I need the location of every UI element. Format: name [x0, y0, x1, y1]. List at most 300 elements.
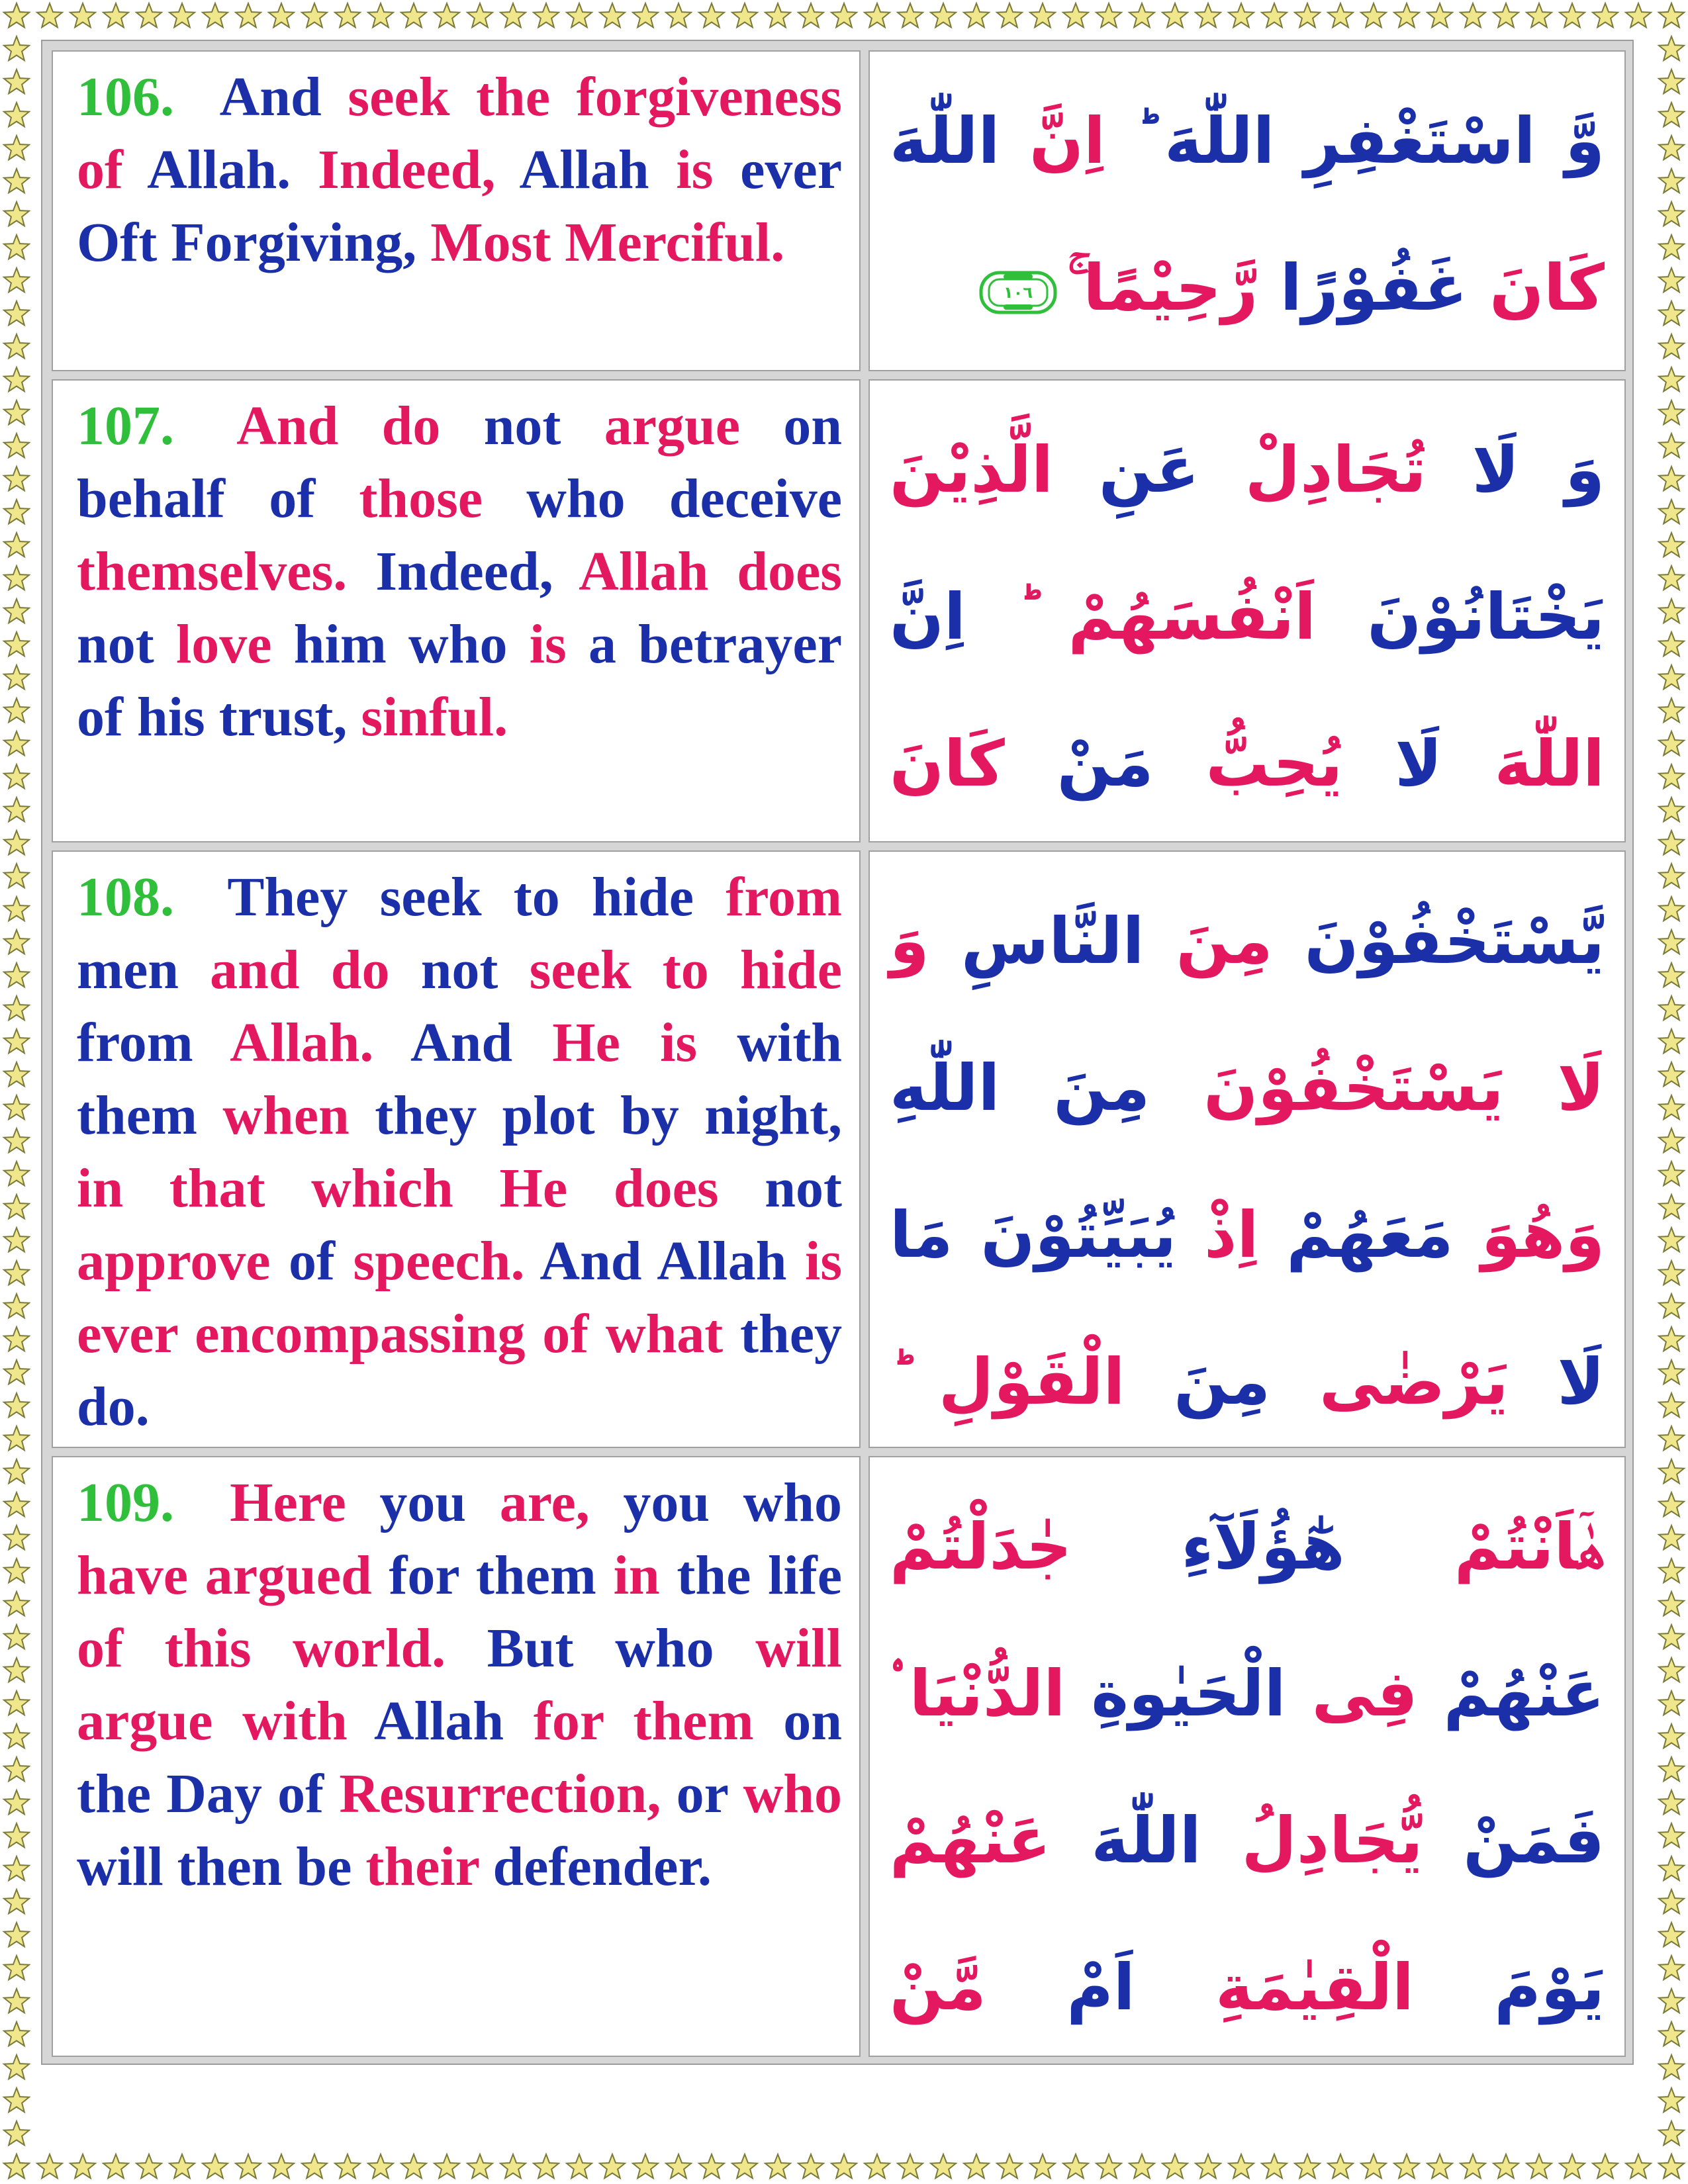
star-icon — [4, 1658, 29, 1682]
star-icon — [1659, 1989, 1684, 2013]
star-icon — [4, 235, 29, 259]
translation-text: are, — [499, 1472, 624, 1533]
arabic-text: اِنَّ — [890, 580, 966, 654]
arabic-text: هٰۤاَنْتُمْ — [1344, 1510, 1605, 1584]
verse-end-marker-icon — [978, 270, 1058, 315]
star-icon — [4, 334, 29, 358]
star-icon — [1659, 1559, 1684, 1582]
arabic-text: رَّحِيْمًا ۚ — [1067, 251, 1258, 325]
star-icon — [4, 1757, 29, 1781]
star-icon — [4, 1823, 29, 1847]
star-icon — [1659, 1525, 1684, 1549]
arabic-text: اللّٰهَ ؕ — [1105, 104, 1275, 178]
star-icon — [1659, 1294, 1684, 1318]
star-icon — [1460, 2154, 1485, 2178]
arabic-text: اِنَّ — [1000, 104, 1105, 178]
star-icon — [4, 1592, 29, 1615]
star-icon — [467, 3, 492, 27]
star-icon — [1162, 3, 1188, 27]
translation-text: will argue with — [77, 1617, 842, 1752]
star-icon — [1560, 3, 1585, 27]
translation-text: not — [420, 939, 530, 1001]
star-icon — [1493, 3, 1519, 27]
arabic-text: فِى — [1286, 1657, 1418, 1731]
translation-text: And — [410, 1012, 553, 1073]
arabic-text: كَانَ — [1467, 251, 1605, 325]
translation-text: or — [676, 1763, 743, 1825]
star-icon — [1659, 1360, 1684, 1384]
verse-arabic-cell — [868, 379, 1626, 842]
translation-text: defender. — [492, 1836, 712, 1897]
star-icon — [4, 897, 29, 921]
star-icon — [1493, 2154, 1519, 2178]
translation-text: in — [613, 1545, 677, 1606]
star-icon — [335, 2154, 360, 2178]
star-icon — [136, 3, 162, 27]
star-icon — [1659, 500, 1684, 523]
star-icon — [1659, 1724, 1684, 1748]
translation-text: for them — [533, 1690, 784, 1752]
arabic-text: يَسْتَخْفُوْنَ — [1150, 1051, 1504, 1125]
star-icon — [103, 3, 128, 27]
star-icon — [1659, 1228, 1684, 1251]
star-icon — [732, 2154, 757, 2178]
star-icon — [1659, 1393, 1684, 1417]
star-icon — [1229, 3, 1254, 27]
star-icon — [1262, 3, 1287, 27]
star-icon — [1096, 3, 1121, 27]
arabic-text: وَ لَا — [1426, 433, 1605, 507]
translation-text: But who — [487, 1617, 756, 1679]
star-icon — [4, 1856, 29, 1880]
arabic-text: يَرْضٰى — [1270, 1345, 1509, 1419]
star-icon — [1659, 963, 1684, 987]
translation-text: their — [365, 1836, 493, 1897]
arabic-text: مَنْ — [1004, 727, 1154, 801]
arabic-text: يُّجَادِلُ — [1201, 1803, 1423, 1878]
arabic-text: كَانَ — [890, 727, 1005, 801]
star-icon — [534, 2154, 559, 2178]
arabic-text: يَوْمَ — [1413, 1950, 1605, 2025]
arabic-text: فَمَنْ — [1423, 1803, 1605, 1878]
translation-text: is ever encompassing of what — [77, 1230, 843, 1365]
star-icon — [4, 2154, 29, 2178]
translation-text: on behalf of — [77, 395, 842, 529]
star-icon — [1196, 3, 1221, 27]
star-icon — [434, 2154, 459, 2178]
verse-number: 109. — [77, 1472, 174, 1533]
translation-text: not — [483, 395, 604, 457]
translation-text: seek to hide — [529, 939, 842, 1001]
translation-text: Allah does — [579, 541, 842, 602]
star-icon — [1659, 1691, 1684, 1715]
star-icon — [4, 1889, 29, 1913]
star-icon — [1659, 1625, 1684, 1649]
verse-table — [41, 40, 1634, 2065]
star-icon — [1659, 1757, 1684, 1781]
star-icon — [633, 2154, 658, 2178]
star-icon — [4, 1228, 29, 1251]
star-icon — [1659, 301, 1684, 325]
star-icon — [699, 2154, 724, 2178]
star-icon — [798, 3, 823, 27]
star-icon — [1460, 3, 1485, 27]
star-icon — [997, 2154, 1022, 2178]
star-icon — [633, 3, 658, 27]
star-icon — [4, 963, 29, 987]
star-icon — [335, 3, 360, 27]
translation-text: have argued — [77, 1545, 389, 1606]
arabic-text: اِذْ — [1176, 1198, 1259, 1272]
translation-text: Most Merciful. — [430, 212, 785, 273]
star-icon — [831, 3, 857, 27]
star-icon — [169, 3, 195, 27]
star-icon — [1659, 533, 1684, 557]
star-icon — [4, 433, 29, 457]
translation-text: and do — [210, 939, 421, 1001]
star-icon — [831, 2154, 857, 2178]
translation-text: is — [676, 139, 741, 201]
translation-text: of this world. — [77, 1617, 487, 1679]
star-icon — [1659, 1029, 1684, 1053]
star-icon — [4, 632, 29, 656]
star-border-top — [0, 0, 1688, 33]
star-icon — [4, 831, 29, 854]
star-icon — [4, 1161, 29, 1185]
star-icon — [4, 1691, 29, 1715]
translation-text: a betrayer of his trust, — [77, 614, 842, 748]
star-icon — [1593, 2154, 1618, 2178]
arabic-text: الدُّنْيَا ۟ — [890, 1657, 1066, 1731]
star-icon — [1526, 3, 1552, 27]
translation-text: Indeed, — [375, 541, 579, 602]
star-icon — [964, 2154, 989, 2178]
star-icon — [1196, 2154, 1221, 2178]
arabic-text: اَمْ — [986, 1950, 1135, 2025]
translation-text: those — [359, 468, 527, 529]
translation-text: And Allah — [539, 1230, 805, 1292]
star-icon — [1295, 2154, 1320, 2178]
verse-translation-cell — [52, 379, 861, 842]
arabic-text: الْحَيٰوةِ — [1065, 1657, 1286, 1731]
star-icon — [1659, 36, 1684, 60]
star-icon — [236, 2154, 261, 2178]
star-icon — [1659, 2121, 1684, 2145]
star-icon — [1229, 2154, 1254, 2178]
star-icon — [4, 1195, 29, 1218]
translation-text: speech. — [353, 1230, 540, 1292]
star-icon — [302, 2154, 327, 2178]
star-icon — [169, 2154, 195, 2178]
star-icon — [4, 2088, 29, 2112]
translation-text: And — [219, 66, 348, 128]
star-icon — [4, 599, 29, 623]
star-icon — [203, 3, 228, 27]
star-icon — [4, 3, 29, 27]
translation-text: Allah. — [147, 139, 318, 201]
arabic-text: يَّسْتَخْفُوْنَ — [1272, 904, 1605, 978]
arabic-text: وَّ اسْتَغْفِرِ — [1274, 104, 1605, 178]
star-icon — [1030, 2154, 1055, 2178]
star-icon — [931, 3, 956, 27]
star-icon — [1659, 831, 1684, 854]
arabic-text: تُجَادِلْ — [1199, 433, 1427, 507]
star-icon — [765, 3, 790, 27]
translation-text: not — [77, 614, 176, 675]
star-icon — [1626, 3, 1651, 27]
star-icon — [732, 3, 757, 27]
star-icon — [302, 3, 327, 27]
star-icon — [4, 69, 29, 93]
star-icon — [1659, 1161, 1684, 1185]
arabic-text: الَّذِيْنَ — [890, 433, 1053, 507]
star-icon — [103, 2154, 128, 2178]
translation-text: who deceive — [526, 468, 842, 529]
star-icon — [1659, 665, 1684, 689]
star-icon — [1063, 3, 1088, 27]
star-icon — [4, 1923, 29, 1946]
star-icon — [4, 1956, 29, 1979]
star-icon — [1626, 2154, 1651, 2178]
translation-text: Here — [230, 1472, 380, 1533]
arabic-text: اللّٰهَ — [890, 104, 1000, 178]
translation-text: him who — [293, 614, 530, 675]
star-icon — [4, 764, 29, 788]
star-icon — [1659, 2088, 1684, 2112]
star-icon — [4, 1625, 29, 1649]
star-icon — [1560, 2154, 1585, 2178]
star-icon — [1659, 169, 1684, 193]
arabic-text: عَنْهُمْ — [890, 1803, 1051, 1878]
star-icon — [236, 3, 261, 27]
star-border-bottom — [0, 2151, 1688, 2184]
star-icon — [1659, 3, 1684, 27]
star-icon — [4, 566, 29, 590]
translation-text: not — [765, 1158, 842, 1219]
star-icon — [4, 2022, 29, 2046]
star-icon — [1659, 566, 1684, 590]
verse-arabic-cell — [868, 50, 1626, 371]
star-icon — [1659, 632, 1684, 656]
star-border-right — [1655, 0, 1688, 2184]
star-icon — [1526, 2154, 1552, 2178]
star-icon — [1659, 136, 1684, 159]
star-icon — [1659, 698, 1684, 722]
star-icon — [666, 3, 691, 27]
translation-text: when — [222, 1085, 375, 1146]
star-icon — [1659, 1956, 1684, 1979]
star-icon — [401, 2154, 426, 2178]
arabic-text: غَفُوْرًا — [1258, 251, 1468, 325]
star-icon — [4, 400, 29, 424]
translation-text: who — [743, 1763, 843, 1825]
star-icon — [269, 3, 294, 27]
translation-text: on the Day of — [77, 1690, 842, 1825]
star-icon — [4, 930, 29, 954]
arabic-text: النَّاسِ — [929, 904, 1145, 978]
star-icon — [1659, 1062, 1684, 1086]
star-icon — [898, 3, 923, 27]
star-icon — [666, 2154, 691, 2178]
star-icon — [1659, 1592, 1684, 1615]
star-icon — [4, 1261, 29, 1285]
arabic-text: اَنْفُسَهُمْ ؕ — [965, 580, 1316, 654]
star-icon — [1659, 69, 1684, 93]
star-icon — [4, 1128, 29, 1152]
arabic-text: عَنِ — [1053, 433, 1199, 507]
star-icon — [4, 864, 29, 887]
star-icon — [4, 731, 29, 755]
verse-grid — [52, 50, 1626, 2057]
translation-text: with them — [77, 1012, 843, 1146]
star-icon — [1659, 268, 1684, 292]
star-icon — [1659, 400, 1684, 424]
star-icon — [4, 202, 29, 226]
translation-text: they do. — [77, 1303, 842, 1437]
star-icon — [798, 2154, 823, 2178]
star-icon — [1361, 2154, 1386, 2178]
arabic-text: يُبَيِّتُوْنَ — [953, 1198, 1177, 1272]
star-icon — [1659, 1790, 1684, 1814]
star-icon — [1659, 103, 1684, 126]
star-icon — [1361, 3, 1386, 27]
star-icon — [1659, 1658, 1684, 1682]
star-icon — [1129, 2154, 1154, 2178]
star-icon — [1063, 2154, 1088, 2178]
star-icon — [4, 1393, 29, 1417]
verse-arabic-cell — [868, 1456, 1626, 2057]
star-icon — [401, 3, 426, 27]
arabic-text: مِنَ اللّٰهِ — [890, 1051, 1150, 1125]
star-border-left — [0, 0, 33, 2184]
translation-text: men — [77, 939, 211, 1001]
star-icon — [4, 103, 29, 126]
star-icon — [136, 2154, 162, 2178]
star-icon — [1659, 235, 1684, 259]
star-icon — [368, 3, 393, 27]
star-icon — [4, 301, 29, 325]
translation-text: seek the forgiveness of — [77, 66, 842, 201]
star-icon — [37, 3, 62, 27]
translation-text: ever Oft Forgiving, — [77, 139, 842, 273]
verse-number: 108. — [77, 866, 174, 928]
star-icon — [1593, 3, 1618, 27]
star-icon — [4, 2121, 29, 2145]
star-icon — [1659, 467, 1684, 490]
translation-text: will then be — [77, 1836, 366, 1897]
star-icon — [1427, 3, 1452, 27]
star-icon — [1659, 1856, 1684, 1880]
star-icon — [4, 1525, 29, 1549]
star-icon — [765, 2154, 790, 2178]
star-icon — [1659, 334, 1684, 358]
translation-text: the life — [677, 1545, 843, 1606]
star-icon — [467, 2154, 492, 2178]
translation-text: Allah — [519, 139, 677, 201]
arabic-text: الْقِيٰمَةِ — [1135, 1950, 1414, 2025]
star-icon — [1262, 2154, 1287, 2178]
star-icon — [4, 2055, 29, 2079]
star-icon — [1394, 2154, 1419, 2178]
star-icon — [1659, 1095, 1684, 1119]
translation-text: you who — [623, 1472, 843, 1533]
star-icon — [1659, 1195, 1684, 1218]
translation-text: you — [379, 1472, 500, 1533]
translation-text: Indeed, — [317, 139, 520, 201]
star-icon — [1659, 1823, 1684, 1847]
star-icon — [1659, 1923, 1684, 1946]
star-icon — [1659, 1459, 1684, 1483]
star-icon — [37, 2154, 62, 2178]
star-icon — [567, 3, 592, 27]
star-icon — [1659, 599, 1684, 623]
star-icon — [4, 1559, 29, 1582]
star-icon — [1659, 1327, 1684, 1351]
star-icon — [1129, 3, 1154, 27]
arabic-text: لَا — [1342, 727, 1442, 801]
verse-number: 107. — [77, 395, 174, 457]
star-icon — [1427, 2154, 1452, 2178]
star-icon — [4, 367, 29, 391]
star-icon — [1659, 367, 1684, 391]
arabic-text: مَّنْ — [890, 1950, 986, 2025]
arabic-text: مِنَ — [1125, 1345, 1271, 1419]
star-icon — [70, 3, 95, 27]
star-icon — [898, 2154, 923, 2178]
translation-text: Allah — [374, 1690, 534, 1752]
translation-text: is — [529, 614, 588, 675]
translation-text: from — [77, 1012, 230, 1073]
translation-text: He is — [552, 1012, 737, 1073]
star-icon — [600, 3, 625, 27]
star-icon — [4, 1294, 29, 1318]
star-icon — [1659, 1261, 1684, 1285]
star-icon — [1659, 731, 1684, 755]
arabic-text: يُحِبُّ — [1153, 727, 1343, 801]
star-icon — [1659, 1128, 1684, 1152]
star-icon — [1096, 2154, 1121, 2178]
star-icon — [500, 2154, 526, 2178]
star-icon — [1162, 2154, 1188, 2178]
star-icon — [4, 1459, 29, 1483]
star-icon — [931, 2154, 956, 2178]
star-icon — [567, 2154, 592, 2178]
star-icon — [4, 36, 29, 60]
translation-text: love — [175, 614, 294, 675]
arabic-text: مَعَهُمْ — [1258, 1198, 1454, 1272]
star-icon — [4, 698, 29, 722]
arabic-text: يَخْتَانُوْنَ — [1315, 580, 1605, 654]
star-icon — [4, 1029, 29, 1053]
star-icon — [4, 1062, 29, 1086]
arabic-text: مِنَ — [1144, 904, 1273, 978]
star-icon — [1659, 764, 1684, 788]
star-icon — [4, 1790, 29, 1814]
star-icon — [1328, 2154, 1353, 2178]
star-icon — [500, 3, 526, 27]
arabic-text: وَهُوَ — [1453, 1198, 1605, 1272]
star-icon — [600, 2154, 625, 2178]
translation-text: of — [289, 1230, 353, 1292]
verse-end-number: ١٠٦ — [1004, 283, 1033, 302]
star-icon — [203, 2154, 228, 2178]
translation-text: And do — [236, 395, 484, 457]
star-icon — [4, 996, 29, 1020]
star-icon — [4, 136, 29, 159]
star-icon — [1295, 3, 1320, 27]
star-icon — [534, 3, 559, 27]
star-icon — [997, 3, 1022, 27]
